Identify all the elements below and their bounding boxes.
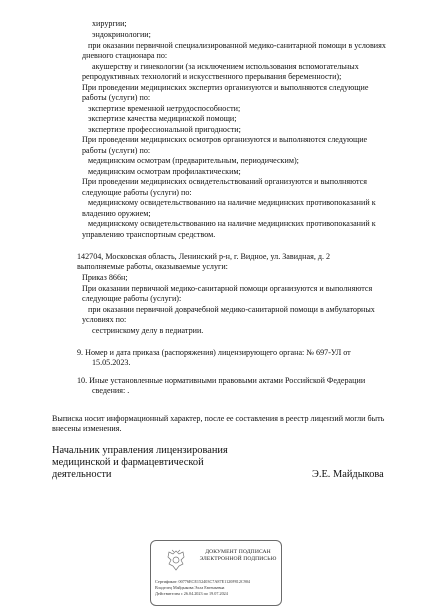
text-line: при оказании первичной доврачебной медико-санитарной помощи в амбулаторных	[88, 305, 375, 314]
text-line: сестринскому делу в педиатрии.	[92, 326, 204, 335]
order-date-line: 15.05.2023.	[92, 358, 131, 367]
text-line: следующие работы (услуги):	[82, 294, 182, 303]
text-line: дневного стационара по:	[82, 51, 168, 60]
text-line: медицинским осмотрам (предварительным, периодическим);	[88, 156, 299, 165]
address-line: 142704, Московская область, Ленинский р-н, г. Видное, ул. Завидная, д. 2	[77, 252, 331, 261]
text-line: Приказ 866н;	[82, 273, 128, 282]
text-line: экспертизе профессиональной пригодности;	[88, 125, 241, 134]
text-line: работы (услуги) по:	[82, 93, 151, 102]
stamp-owner: Владелец Майдыкова Элла Евгеньевна	[155, 585, 225, 590]
text-line: медицинскому освидетельствованию на наличие медицинских противопоказаний к	[88, 198, 376, 207]
text-line: эндокринологии;	[92, 30, 151, 39]
order-number-line: 9. Номер и дата приказа (распоряжения) лицензирующего органа: № 697-УЛ от	[77, 348, 351, 357]
text-line: работы (услуги) по:	[82, 146, 151, 155]
text-line: при оказании первичной специализированной медико-санитарной помощи в условиях	[88, 41, 386, 50]
text-line: экспертизе качества медицинской помощи;	[88, 114, 237, 123]
text-line: владению оружием;	[82, 209, 151, 218]
text-line: следующие работы (услуги) по:	[82, 188, 192, 197]
text-line: репродуктивных технологий и искусственного прерывания беременности);	[82, 72, 342, 81]
electronic-signature-stamp	[150, 540, 282, 606]
text-line: При проведении медицинских экспертиз организуются и выполняются следующие	[82, 83, 369, 92]
stamp-certificate: Сертификат: 00776ECE152403C7A87E1120F812C904	[155, 579, 251, 584]
stamp-header-line: ДОКУМЕНТ ПОДПИСАН	[205, 549, 271, 555]
signer-position: Начальник управления лицензирования	[52, 445, 228, 456]
text-line: акушерству и гинекологии (за исключением использования вспомогательных	[92, 62, 359, 71]
disclaimer-line: Выписка носит информационный характер, после ее составления в реестр лицензий могли быть	[52, 414, 385, 423]
other-info-line: 10. Иные установленные нормативными правовыми актами Российской Федерации	[77, 376, 366, 385]
text-line: При проведении медицинских осмотров организуются и выполняются следующие	[82, 135, 368, 144]
text-line: При проведении медицинских освидетельствований организуются и выполняются	[82, 177, 367, 186]
text-line: медицинским осмотрам профилактическим;	[88, 167, 241, 176]
text-line: хирургии;	[92, 19, 127, 28]
text-line: При оказании первичной медико-санитарной помощи организуются и выполняются	[82, 284, 373, 293]
stamp-header	[195, 549, 281, 563]
text-line: медицинскому освидетельствованию на наличие медицинских противопоказаний к	[88, 219, 376, 228]
signer-position: медицинской и фармацевтической	[52, 457, 204, 468]
other-info-line: сведения: .	[92, 386, 130, 395]
signer-position: деятельности	[52, 469, 112, 480]
text-line: условиях по:	[82, 315, 127, 324]
disclaimer-line: внесены изменения.	[52, 424, 122, 433]
text-line: выполняемые работы, оказываемые услуги:	[77, 262, 228, 271]
text-line: экспертизе временной нетрудоспособности;	[88, 104, 241, 113]
stamp-validity: Действителен с 26.04.2023 по 19.07.2024	[155, 591, 228, 596]
signer-name: Э.Е. Майдыкова	[312, 469, 384, 480]
stamp-header-line: ЭЛЕКТРОННОЙ ПОДПИСЬЮ	[199, 556, 277, 562]
text-line: управлению транспортным средством.	[82, 230, 216, 239]
coat-of-arms-icon	[163, 547, 189, 573]
